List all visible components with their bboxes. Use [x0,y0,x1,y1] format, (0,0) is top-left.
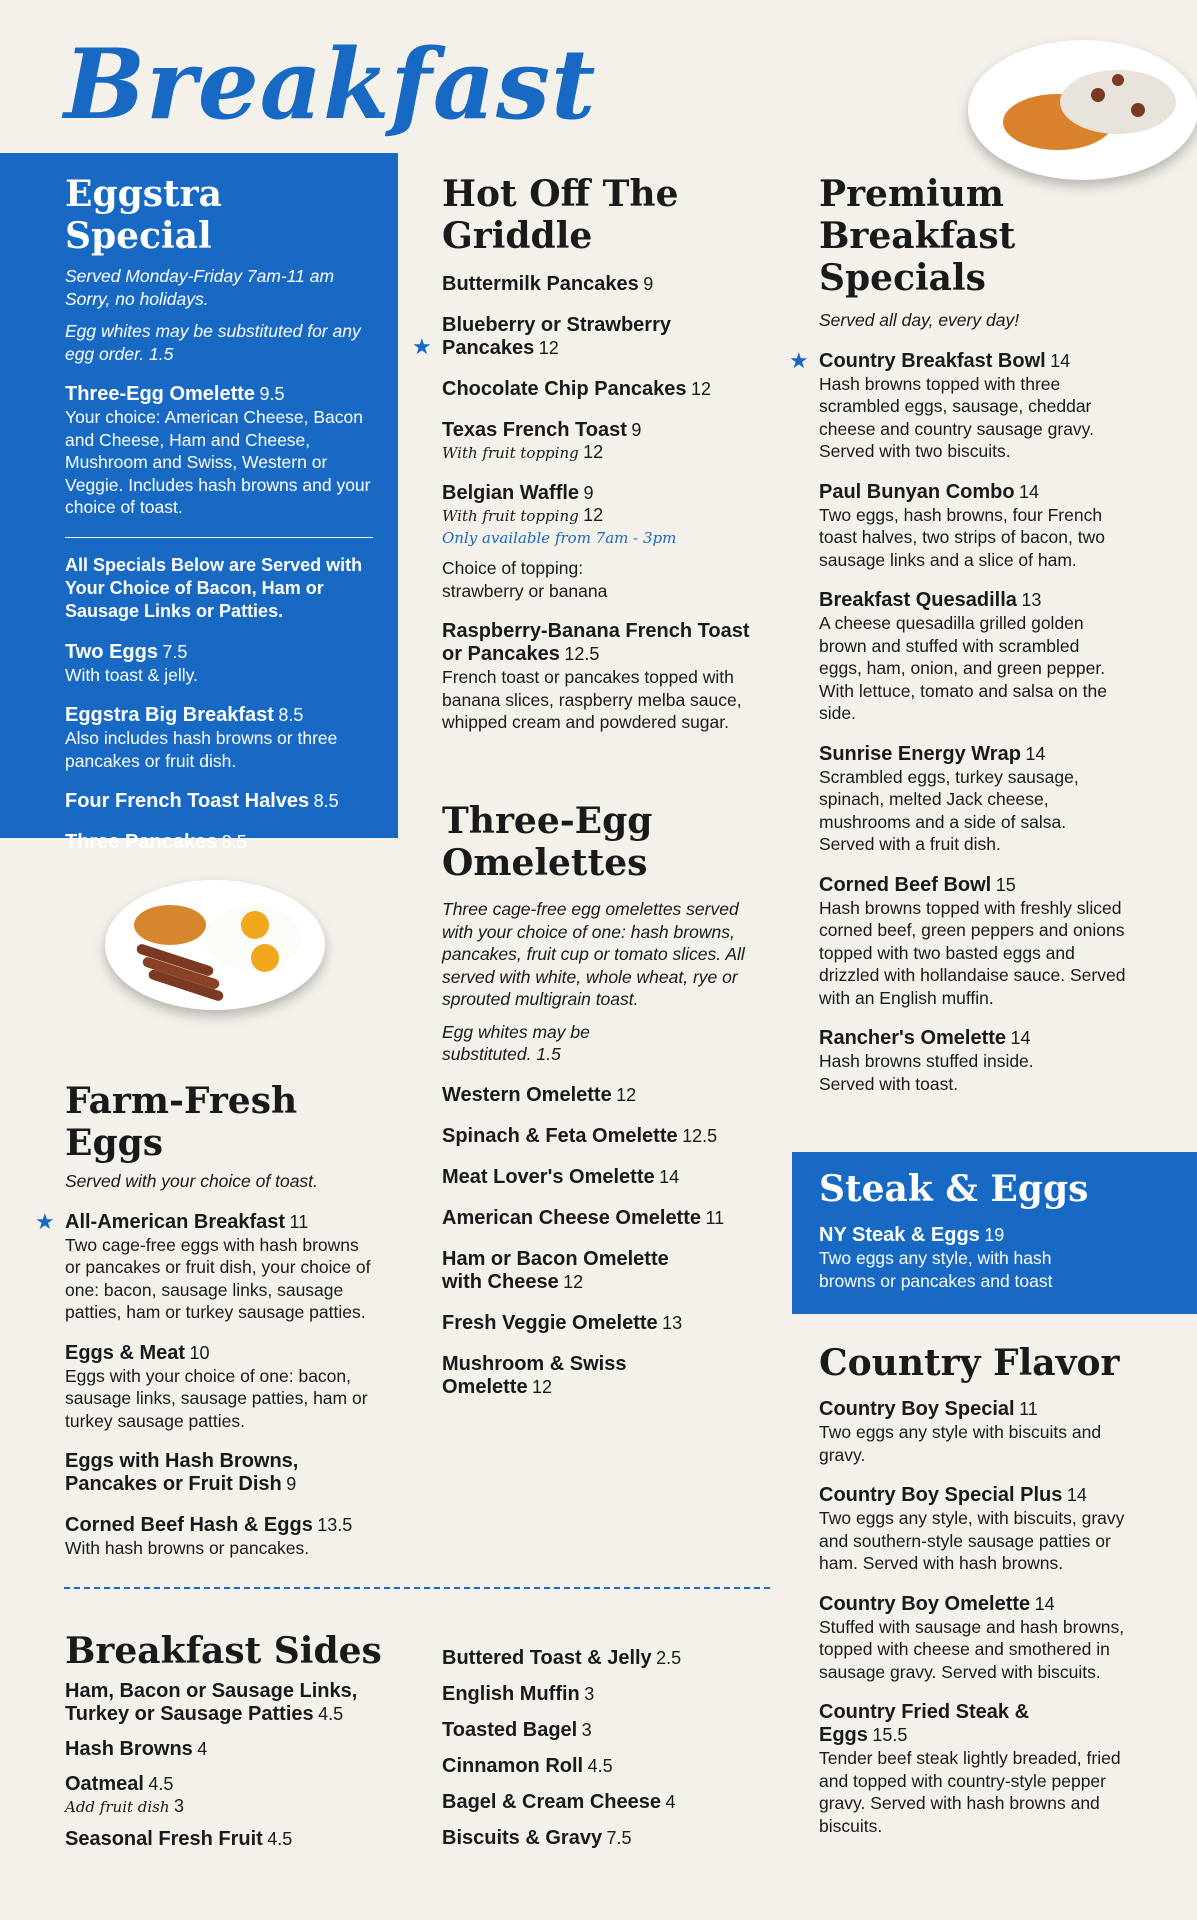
page-title: Breakfast [64,28,597,141]
side-price: 4.5 [318,1704,344,1724]
item-name: Country Boy Omelette [819,1592,1031,1615]
item-name: Eggs & Meat [65,1341,186,1364]
item-price: 10 [189,1342,210,1363]
item-description: Two eggs, hash browns, four French toast halves, two strips of bacon, two sausage links and a slice of ham. [819,504,1105,570]
side-name: Hash Browns [65,1738,193,1760]
item-price: 12 [690,379,712,399]
divider [65,537,373,538]
item-description: Scrambled eggs, turkey sausage, spinach, melted Jack cheese, mushrooms and a side of salsa. Served with a fruit dish. [819,766,1079,854]
item-price: 9 [631,420,642,440]
premium-subtitle: Served all day, every day! [819,310,1020,330]
item-price: 9 [286,1474,297,1494]
item-price: 12.5 [682,1125,718,1146]
item-description: Two eggs any style, with hash browns or pancakes and toast [819,1248,1053,1291]
premium-heading: Premium Breakfast Specials [819,173,1016,299]
item-name: American Cheese Omelette [442,1206,702,1229]
item-name: Three Pancakes [65,831,218,853]
side-price: 2.5 [656,1648,682,1668]
item-price: 12.5 [564,644,600,664]
farm-fresh-eggs-heading: Farm-Fresh Eggs [65,1080,298,1164]
item-description: Hash browns stuffed inside. Served with toast. [819,1051,1034,1094]
side-name: Cinnamon Roll [442,1755,584,1777]
item-price: 14 [1050,350,1071,371]
item-price: 15.5 [872,1725,908,1745]
item-description: With hash browns or pancakes. [65,1538,310,1558]
item-name: Chocolate Chip Pancakes [442,378,687,400]
item-description: Hash browns topped with three scrambled eggs, sausage, cheddar cheese and country sausage gravy. Served with two biscuits. [819,373,1094,461]
fruit-topping-price: 12 [583,505,604,525]
item-description: Hash browns topped with freshly sliced corned beef, green peppers and onions topped with two basted eggs and drizzled with hollandaise sauce. Served with an English muffin. [819,897,1126,1008]
item-name: Blueberry or Strawberry Pancakes [442,314,671,359]
item-name: Two Eggs [65,640,158,663]
topping-choice: Choice of topping: strawberry or banana [442,558,608,601]
farm-subtitle: Served with your choice of toast. [65,1171,318,1191]
item-description: Two eggs any style, with biscuits, gravy and southern-style sausage patties or ham. Served with hash browns. [819,1508,1125,1573]
section-divider [64,1587,770,1589]
item-description: Eggs with your choice of one: bacon, sausage links, sausage patties, ham or turkey sausage patties. [65,1365,368,1431]
item-description: Two cage-free eggs with hash browns or pancakes or fruit dish, your choice of one: bacon, sausage links, sausage patties, ham or turkey sausage patties. [65,1234,371,1322]
add-fruit-label: Add fruit dish [65,1798,170,1816]
griddle-heading: Hot Off The Griddle [442,173,679,257]
star-icon: ★ [789,347,809,373]
item-price: 9 [583,483,594,503]
item-price: 19 [984,1225,1005,1245]
item-name: Western Omelette [442,1083,612,1106]
item-price: 12 [532,1376,553,1397]
item-name: Mushroom & Swiss Omelette [442,1352,627,1398]
side-price: 4.5 [267,1829,293,1849]
item-description: With toast & jelly. [65,664,198,685]
item-price: 11 [1019,1399,1038,1419]
side-name: Buttered Toast & Jelly [442,1647,652,1669]
item-name: Buttermilk Pancakes [442,273,639,295]
item-name: Eggstra Big Breakfast [65,704,274,726]
item-price: 7.5 [162,641,188,662]
steak-eggs-heading: Steak & Eggs [819,1168,1089,1210]
omelettes-intro: Three cage-free egg omelettes served with your choice of one: hash browns, pancakes, fruit cup or tomato slices. All served with white, whole wheat, rye or sprouted multigrain toast. [442,899,745,1009]
item-price: 15 [995,874,1016,895]
item-price: 14 [659,1166,680,1187]
item-name: Belgian Waffle [442,482,580,504]
eggs-sausage-illustration [105,880,325,1010]
side-price: 7.5 [606,1828,632,1848]
item-name: Country Fried Steak & Eggs [819,1701,1030,1746]
side-price: 4 [197,1739,208,1759]
eggstra-special-panel [0,153,398,853]
item-name: Three-Egg Omelette [65,383,256,405]
item-price: 8.5 [221,832,247,852]
side-name: Oatmeal [65,1773,144,1795]
side-name: Ham, Bacon or Sausage Links, Turkey or Sausage Patties [65,1680,358,1725]
steak-eggs-panel [792,1152,1197,1314]
egg-whites-note: Egg whites may be substituted for any egg order. 1.5 [65,321,361,364]
item-price: 12 [538,338,559,358]
item-name: Texas French Toast [442,419,627,441]
item-name: NY Steak & Eggs [819,1224,980,1246]
item-price: 14 [1010,1028,1031,1048]
item-price: 13.5 [317,1515,353,1535]
item-name: Country Breakfast Bowl [819,349,1046,372]
eggstra-served-text: Served Monday-Friday 7am-11 am [65,266,335,286]
side-price: 4 [665,1792,676,1812]
item-price: 14 [1034,1593,1055,1614]
item-description: Also includes hash browns or three pancakes or fruit dish. [65,728,338,771]
item-price: 13 [1021,590,1042,610]
item-description: A cheese quesadilla grilled golden brown and stuffed with scrambled eggs, ham, onion, and green pepper. With lettuce, tomato and salsa on the side. [819,613,1107,723]
side-name: Biscuits & Gravy [442,1827,603,1849]
star-icon: ★ [412,334,432,359]
side-name: Seasonal Fresh Fruit [65,1828,263,1850]
add-fruit-price: 3 [174,1796,185,1816]
item-description: Two eggs any style with biscuits and gravy. [819,1422,1102,1465]
item-description: Your choice: American Cheese, Bacon and Cheese, Ham and Cheese, Mushroom and Swiss, Western or Veggie. Includes hash browns and your choice of toast. [65,407,371,517]
eggs-sausage-plate-image [105,880,325,1010]
omelettes-heading: Three-Egg Omelettes [442,800,653,884]
item-name: Eggs with Hash Browns, Pancakes or Fruit Dish [65,1450,299,1495]
side-price: 3 [584,1684,595,1704]
item-price: 9 [643,274,654,294]
item-price: 11 [705,1207,725,1228]
item-name: Four French Toast Halves [65,790,310,812]
biscuits-gravy-plate-image [968,40,1197,180]
side-name: English Muffin [442,1683,580,1705]
item-name: Raspberry-Banana French Toast or Pancakes [442,620,750,665]
item-price: 14 [1019,481,1040,502]
biscuits-gravy-illustration [968,40,1197,180]
item-name: Country Boy Special Plus [819,1484,1063,1506]
item-price: 12 [563,1271,584,1292]
item-price: 14 [1066,1485,1087,1505]
country-flavor-heading: Country Flavor [819,1342,1120,1384]
item-description: French toast or pancakes topped with banana slices, raspberry melba sauce, whipped cream and powdered sugar. [442,667,742,732]
side-name: Bagel & Cream Cheese [442,1791,661,1813]
item-name: Corned Beef Bowl [819,873,992,896]
item-name: All-American Breakfast [65,1210,286,1233]
item-price: 9.5 [259,384,285,404]
item-price: 12 [616,1084,637,1105]
side-price: 3 [581,1720,592,1740]
item-name: Fresh Veggie Omelette [442,1311,658,1334]
fruit-topping-label: With fruit topping [442,507,579,525]
item-price: 14 [1025,743,1046,764]
star-icon: ★ [35,1208,55,1234]
fruit-topping-label: With fruit topping [442,444,579,462]
fruit-topping-price: 12 [583,442,604,462]
item-name: Paul Bunyan Combo [819,480,1015,503]
breakfast-sides-heading: Breakfast Sides [65,1630,382,1672]
item-name: Sunrise Energy Wrap [819,742,1021,765]
specials-note: All Specials Below are Served with Your Choice of Bacon, Ham or Sausage Links or Patties. [65,554,363,621]
item-name: Country Boy Special [819,1398,1015,1420]
item-name: Corned Beef Hash & Eggs [65,1514,313,1536]
item-price: 8.5 [278,705,304,725]
side-price: 4.5 [148,1774,174,1794]
availability-note: Only available from 7am - 3pm [442,529,677,547]
item-name: Rancher's Omelette [819,1027,1007,1049]
item-name: Meat Lover's Omelette [442,1165,655,1188]
item-price: 11 [289,1211,309,1232]
item-name: Spinach & Feta Omelette [442,1124,678,1147]
eggstra-special-heading: Eggstra Special [65,173,222,257]
item-description: Tender beef steak lightly breaded, fried and topped with country-style pepper gravy. Served with hash browns and biscuits. [819,1748,1121,1836]
item-price: 8.5 [313,791,339,811]
item-description: Stuffed with sausage and hash browns, topped with cheese and smothered in sausage gravy. Served with biscuits. [819,1616,1125,1682]
omelettes-egg-whites: Egg whites may be substituted. 1.5 [442,1021,590,1064]
item-name: Ham or Bacon Omelette with Cheese [442,1247,669,1293]
eggstra-sorry-text: Sorry, no holidays. [65,288,209,309]
side-price: 4.5 [587,1756,613,1776]
side-name: Toasted Bagel [442,1719,578,1741]
item-name: Breakfast Quesadilla [819,589,1017,611]
item-price: 13 [662,1312,683,1333]
